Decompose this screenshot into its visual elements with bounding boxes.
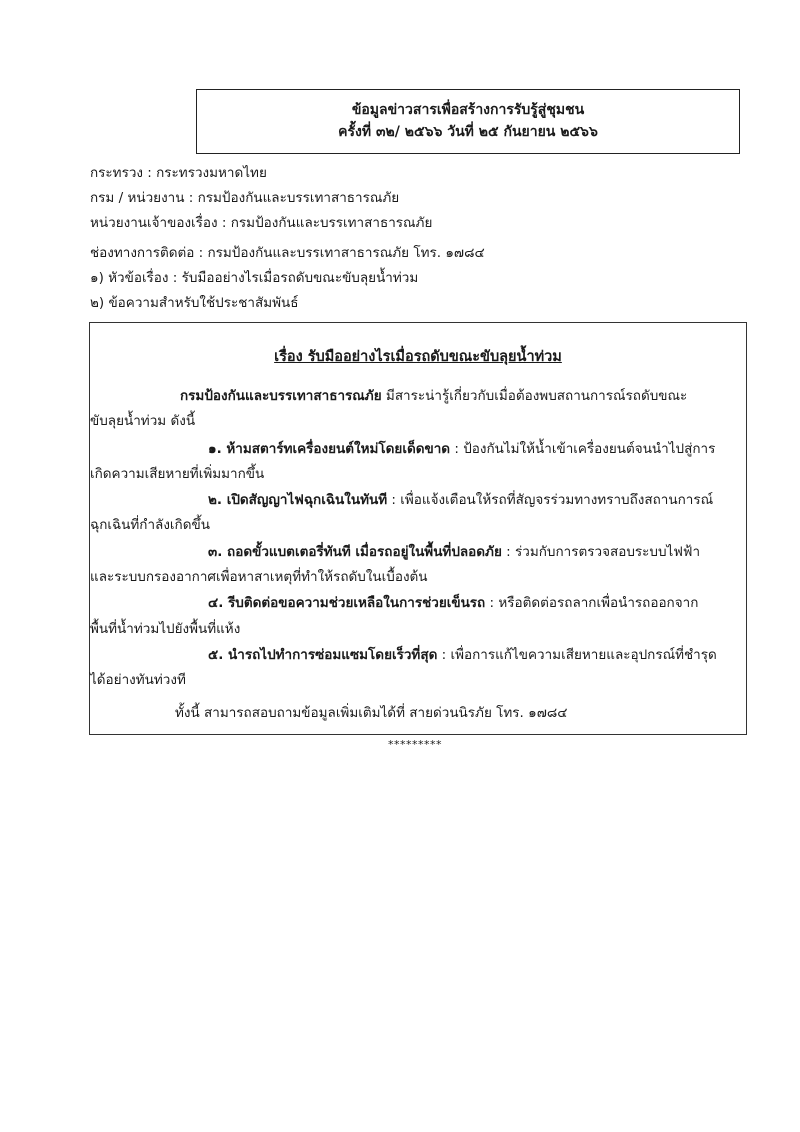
item-5-bold: ๕. นำรถไปทำการซ่อมแซมโดยเร็วที่สุด: [208, 647, 438, 663]
item-3: [208, 542, 700, 562]
header-box: [196, 89, 740, 154]
end-stars: *********: [388, 738, 442, 751]
meta-topic: ๑) หัวข้อเรื่อง : รับมืออย่างไรเมื่อรถดับขณะขับลุยน้ำท่วม: [90, 270, 419, 286]
item-1: [208, 439, 715, 459]
item-5-cont: ได้อย่างทันท่วงที: [90, 672, 186, 688]
item-1-bold: ๑. ห้ามสตาร์ทเครื่องยนต์ใหม่โดยเด็ดขาด: [208, 441, 451, 457]
item-4-bold: ๔. รีบติดต่อขอความช่วยเหลือในการช่วยเข็นรถ: [208, 595, 486, 611]
header-line-2: ครั้งที่ ๓๒/ ๒๕๖๖ วันที่ ๒๕ กันยายน ๒๕๖๖: [338, 124, 598, 140]
header-line-1: ข้อมูลข่าวสารเพื่อสร้างการรับรู้สู่ชุมชน: [351, 102, 585, 118]
item-3-cont: และระบบกรองอากาศเพื่อหาสาเหตุที่ทำให้รถดับในเบื้องต้น: [90, 569, 428, 585]
item-1-cont: เกิดความเสียหายที่เพิ่มมากขึ้น: [90, 466, 265, 482]
meta-contact: ช่องทางการติดต่อ : กรมป้องกันและบรรเทาสาธารณภัย โทร. ๑๗๘๔: [90, 245, 485, 261]
meta-message-label: ๒) ข้อความสำหรับใช้ประชาสัมพันธ์: [90, 295, 299, 311]
item-5: [208, 645, 717, 665]
intro-bold: กรมป้องกันและบรรเทาสาธารณภัย: [180, 388, 382, 404]
item-2-cont: ฉุกเฉินที่กำลังเกิดขึ้น: [90, 517, 210, 533]
item-3-bold: ๓. ถอดขั้วแบตเตอรี่ทันที เมื่อรถอยู่ในพื้นที่ปลอดภัย: [208, 544, 502, 560]
closing-line: ทั้งนี้ สามารถสอบถามข้อมูลเพิ่มเติมได้ที่ สายด่วนนิรภัย โทร. ๑๗๘๔: [175, 705, 568, 721]
intro-cont: ขับลุยน้ำท่วม ดังนี้: [90, 413, 196, 429]
item-2-bold: ๒. เปิดสัญญาไฟฉุกเฉินในทันที: [208, 492, 388, 508]
item-5-rest: : เพื่อการแก้ไขความเสียหายและอุปกรณ์ที่ชำรุด: [437, 647, 717, 663]
item-1-rest: : ป้องกันไม่ให้น้ำเข้าเครื่องยนต์จนนำไปสู่การ: [450, 441, 716, 457]
item-4-rest: : หรือติดต่อรถลากเพื่อนำรถออกจาก: [485, 595, 699, 611]
content-heading: เรื่อง รับมืออย่างไรเมื่อรถดับขณะขับลุยน้ำท่วม: [274, 349, 562, 365]
content-box: [89, 322, 747, 735]
meta-ministry: กระทรวง : กระทรวงมหาดไทย: [90, 165, 267, 181]
intro-line: [180, 386, 687, 406]
intro-rest: มีสาระน่ารู้เกี่ยวกับเมื่อต้องพบสถานการณ์รถดับขณะ: [381, 388, 688, 404]
item-3-rest: : ร่วมกับการตรวจสอบระบบไฟฟ้า: [501, 544, 701, 560]
meta-owner: หน่วยงานเจ้าของเรื่อง : กรมป้องกันและบรรเทาสาธารณภัย: [90, 215, 433, 231]
item-2-rest: : เพื่อแจ้งเตือนให้รถที่สัญจรร่วมทางทราบถึงสถานการณ์: [387, 492, 714, 508]
item-4: [208, 593, 698, 613]
meta-department: กรม / หน่วยงาน : กรมป้องกันและบรรเทาสาธารณภัย: [90, 190, 400, 206]
item-4-cont: พื้นที่น้ำท่วมไปยังพื้นที่แห้ง: [90, 621, 241, 637]
item-2: [208, 490, 713, 510]
